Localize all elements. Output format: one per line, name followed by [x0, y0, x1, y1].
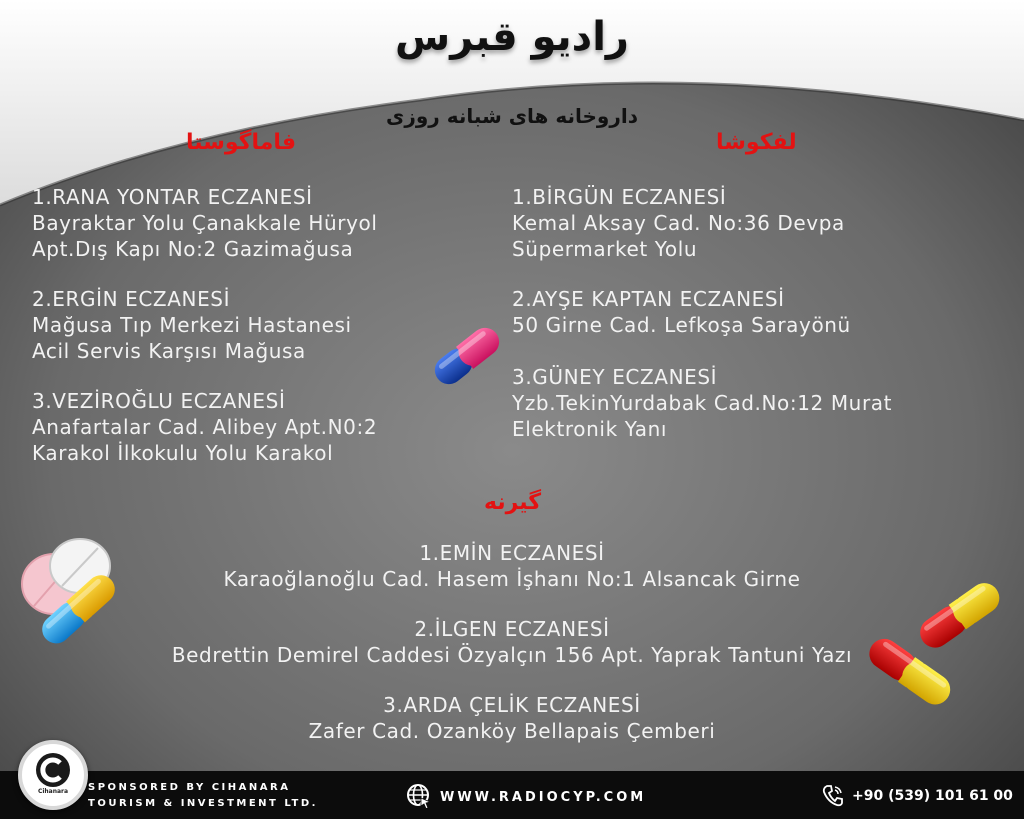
- pharmacy-name: 2.ERGİN ECZANESİ: [32, 287, 231, 311]
- pharmacy-address: Karakol İlkokulu Yolu Karakol: [32, 441, 334, 465]
- pharmacy-entry: [512, 364, 892, 442]
- pills-left-icon: [14, 536, 134, 652]
- city-heading-famagusta: فاماگوستا: [186, 130, 297, 155]
- pharmacy-name: 2.İLGEN ECZANESİ: [414, 617, 610, 641]
- logo-c-icon: [35, 752, 71, 788]
- pharmacy-address: Bayraktar Yolu Çanakkale Hüryol: [32, 211, 378, 235]
- pharmacy-address: Süpermarket Yolu: [512, 237, 698, 261]
- pharmacy-name: 1.BİRGÜN ECZANESİ: [512, 185, 727, 209]
- pharmacy-address: Yzb.TekinYurdabak Cad.No:12 Murat: [512, 391, 893, 415]
- city-heading-lefkosa: لفکوشا: [716, 130, 797, 155]
- city-heading-girne: گیرنه: [484, 490, 542, 515]
- website-link[interactable]: WWW.RADIOCYP.COM: [440, 790, 647, 805]
- pills-right-icon: [862, 570, 1010, 720]
- pharmacy-address: 50 Girne Cad. Lefkoşa Sarayönü: [512, 313, 851, 337]
- pharmacy-address: Acil Servis Karşısı Mağusa: [32, 339, 306, 363]
- page-title: رادیو قبرس: [395, 14, 629, 60]
- pharmacy-address: Kemal Aksay Cad. No:36 Devpa: [512, 211, 845, 235]
- capsule-pink-blue-icon: [424, 316, 510, 396]
- sponsor-text: [88, 780, 318, 812]
- phone-number: +90 (539) 101 61 00: [852, 788, 1013, 804]
- logo-text: Cihanara: [37, 788, 69, 795]
- pharmacy-entry: [32, 286, 352, 364]
- pharmacy-name: 1.EMİN ECZANESİ: [419, 541, 605, 565]
- pharmacy-address: Bedrettin Demirel Caddesi Özyalçın 156 Apt. Yaprak Tantuni Yazı: [171, 643, 853, 667]
- pharmacy-entry: [32, 184, 378, 262]
- globe-icon: [406, 783, 432, 809]
- pharmacy-name: 1.RANA YONTAR ECZANESİ: [32, 185, 313, 209]
- sponsor-line-2: TOURISM & INVESTMENT LTD.: [88, 798, 318, 809]
- cihanara-logo: [18, 740, 88, 810]
- pharmacy-address: Mağusa Tıp Merkezi Hastanesi: [32, 313, 352, 337]
- pharmacy-name: 3.GÜNEY ECZANESİ: [512, 365, 718, 389]
- pharmacy-name: 3.ARDA ÇELİK ECZANESİ: [383, 693, 641, 717]
- pharmacy-address: Karaoğlanoğlu Cad. Hasem İşhanı No:1 Alsancak Girne: [223, 567, 801, 591]
- pharmacy-entry: [32, 388, 377, 466]
- pharmacy-address: Apt.Dış Kapı No:2 Gazimağusa: [32, 237, 354, 261]
- pharmacy-entry: [512, 184, 845, 262]
- sponsor-line-1: SPONSORED BY CIHANARA: [88, 782, 291, 793]
- pharmacy-entry: [512, 286, 851, 338]
- phone-icon: [822, 784, 844, 808]
- pharmacy-address: Zafer Cad. Ozanköy Bellapais Çemberi: [308, 719, 716, 743]
- pharmacy-name: 2.AYŞE KAPTAN ECZANESİ: [512, 287, 785, 311]
- pharmacy-address: Elektronik Yanı: [512, 417, 668, 441]
- pharmacy-address: Anafartalar Cad. Alibey Apt.N0:2: [32, 415, 378, 439]
- pharmacy-name: 3.VEZİROĞLU ECZANESİ: [32, 389, 286, 413]
- page-subtitle: داروخانه های شبانه روزی: [386, 104, 638, 128]
